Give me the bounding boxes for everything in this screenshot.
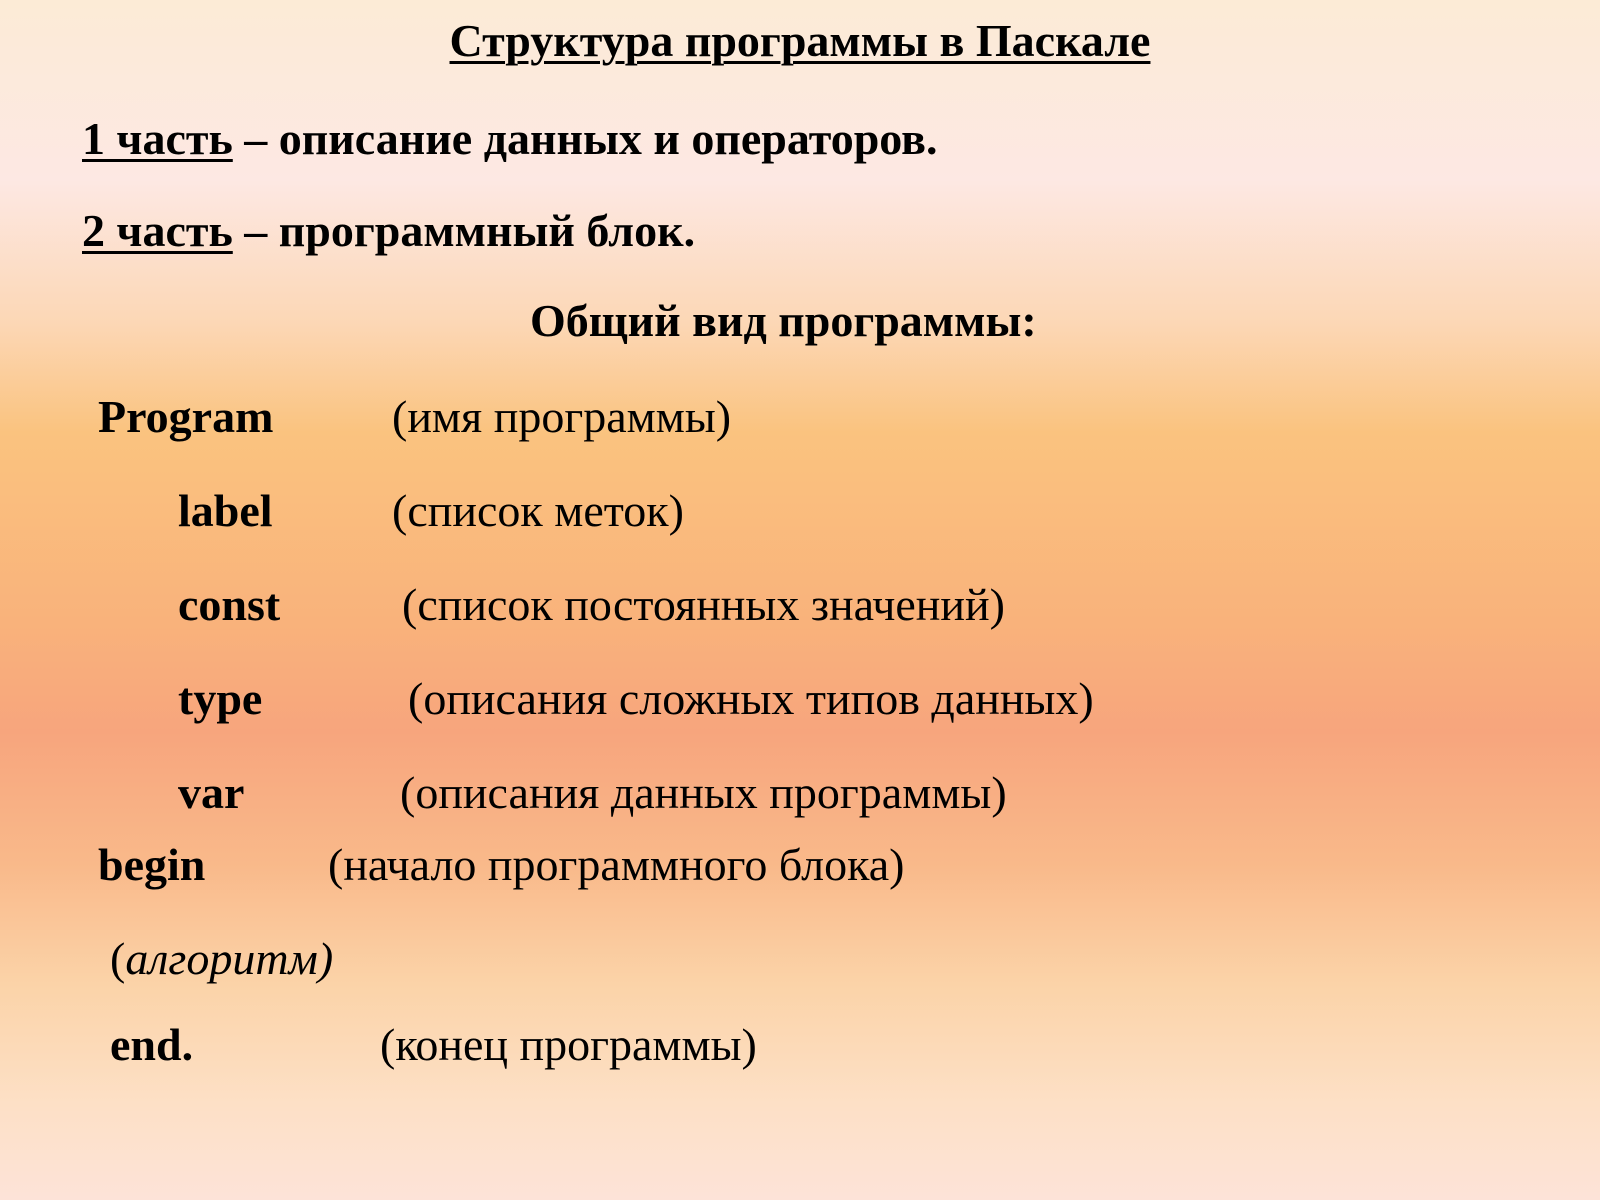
part-1-dash: –	[232, 113, 279, 164]
part-2-line	[82, 204, 695, 257]
algorithm-open-paren: (	[110, 933, 126, 984]
keyword-end: end.	[110, 1019, 194, 1070]
part-2-number: 2 часть	[82, 205, 233, 256]
algorithm-text: алгоритм)	[125, 933, 334, 984]
comment-begin: (начало программного блока)	[328, 839, 905, 890]
part-1-line	[82, 112, 937, 165]
keyword-var: var	[178, 767, 245, 818]
part-2-text: программный блок.	[278, 205, 696, 256]
part-1-number: 1 часть	[82, 113, 233, 164]
part-2-dash: –	[232, 205, 279, 256]
keyword-program: Program	[98, 391, 274, 442]
comment-end: (конец программы)	[380, 1019, 757, 1070]
part-1-text: описание данных и операторов.	[278, 113, 938, 164]
comment-type: (описания сложных типов данных)	[408, 673, 1094, 724]
comment-var: (описания данных программы)	[400, 767, 1007, 818]
comment-label: (список меток)	[392, 485, 684, 536]
keyword-type: type	[178, 673, 263, 724]
comment-program: (имя программы)	[392, 391, 732, 442]
algorithm-line	[110, 932, 333, 985]
keyword-begin: begin	[98, 839, 206, 890]
keyword-const: const	[178, 579, 281, 630]
slide-title-text: Структура программы в Паскале	[449, 15, 1151, 66]
slide-title	[0, 14, 1600, 67]
comment-const: (список постоянных значений)	[402, 579, 1005, 630]
keyword-label: label	[178, 485, 273, 536]
general-view-heading: Общий вид программы:	[530, 295, 1037, 346]
